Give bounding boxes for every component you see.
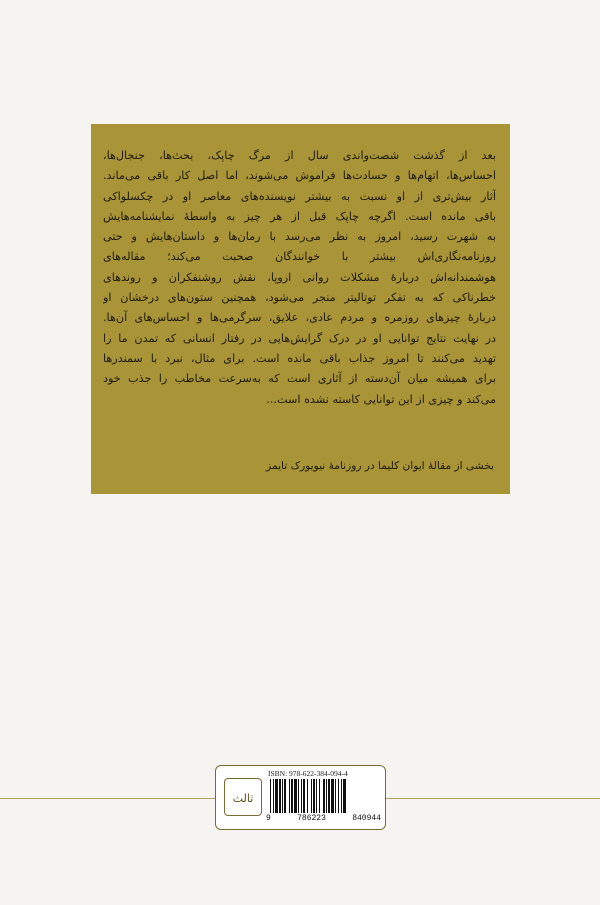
blurb-line: می‌کند و چیزی از این توانایی کاسته نشده است... <box>266 392 496 406</box>
blurb-line: احساس‌ها، اتهام‌ها و حسادت‌ها فراموش می‌شوند، اما اصل کار باقی می‌ماند. <box>103 169 496 183</box>
barcode-digit-group: 9 <box>266 814 271 823</box>
attribution: بخشی از مقالهٔ ایوان کلیما در روزنامهٔ نیویورک تایمز <box>266 460 494 472</box>
blurb-line: در نهایت نتایج توانایی او در درک گرایش‌هایی در رفتار انسانی که تمدن ما را <box>103 331 496 345</box>
blurb-text <box>103 146 496 410</box>
divider-line-right <box>386 798 600 799</box>
blurb-line: دربارهٔ چیزهای روزمره و مردم عادی، علایق، سرگرمی‌ها و احساس‌های آن‌ها. <box>103 311 496 325</box>
svg-text:ثالث: ثالث <box>232 792 254 805</box>
blurb-line: خطرناکی که به تفکر توتالیتر منجر می‌شود، همچنین ستون‌های درخشان او <box>103 291 496 305</box>
barcode-digits <box>266 814 381 823</box>
divider-line-left <box>0 798 215 799</box>
publisher-logo-icon <box>228 782 258 812</box>
blurb-line: به شهرت رسید، امروز به نظر می‌رسد با رمان‌ها و داستان‌هایش و حتی <box>103 230 496 244</box>
blurb-line: برای همیشه میان آن‌دسته از آثاری است که به‌سرعت مخاطب را جذب خود <box>103 372 496 386</box>
blurb-line: تهدید می‌کنند تا امروز جذاب باقی مانده است. برای مثال، نبرد با سمندرها <box>103 351 496 365</box>
blurb-line: هوشمندانه‌اش دربارهٔ مشکلات روانی اروپا، نقش روشنفکران و روندهای <box>103 270 496 284</box>
barcode-icon <box>268 779 382 813</box>
blurb-line: آثار بیش‌تری از او نسبت به بیشتر نویسنده‌های معاصر او در چکسلواکی <box>103 189 496 203</box>
barcode-digit-group: 786223 <box>297 814 326 823</box>
isbn-label: ISBN: 978-622-384-094-4 <box>268 769 348 778</box>
blurb-line: روزنامه‌نگاری‌اش بیشتر با خوانندگان صحبت می‌کند؛ مقاله‌های <box>103 250 496 264</box>
blurb-line: بعد از گذشت شصت‌واندی سال از مرگ چاپک، بحث‌ها، جنجال‌ها، <box>103 149 496 162</box>
barcode-digit-group: 840944 <box>352 814 381 823</box>
barcode-box <box>215 765 386 830</box>
blurb-line: باقی مانده است. اگرچه چاپک قبل از هر چیز به واسطهٔ نمایشنامه‌هایش <box>103 209 496 223</box>
blurb-panel <box>91 124 510 494</box>
publisher-logo <box>224 778 262 816</box>
